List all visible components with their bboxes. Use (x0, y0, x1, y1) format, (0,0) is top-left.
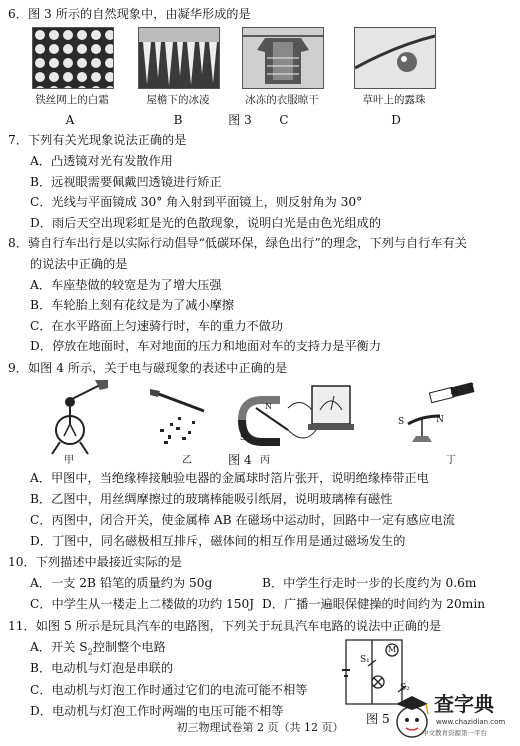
photo-frozen-clothes (242, 27, 324, 89)
watermark-sub: 中文教育资源第一平台 (422, 729, 487, 737)
q10-option-c: C．中学生从一楼走上二楼做的功约 150J (30, 597, 255, 611)
caption-b: 屋檐下的冰凌 (146, 94, 210, 106)
caption-d: 草叶上的露珠 (362, 94, 426, 106)
q11-option-d: D．电动机与灯泡工作时两端的电压可能不相等 (30, 704, 284, 718)
q8-option-d: D．停放在地面时，车对地面的压力和地面对车的支持力是平衡力 (30, 339, 382, 353)
magnet-label-s3: S (398, 417, 405, 427)
letter-b: B (173, 113, 183, 127)
q7-option-d: D．雨后天空出现彩虹是光的色散现象，说明白光是由色光组成的 (30, 216, 382, 230)
q9-stem: 9．如图 4 所示，关于电与磁现象的表述中正确的是 (8, 361, 288, 375)
fig-label-yi: 乙 (182, 455, 192, 466)
q8-stem-line1: 8．骑自行车出行是以实际行动倡导“低碳环保，绿色出行”的理念，下列与自行车有关 (8, 236, 467, 250)
q10-option-a: A．一支 2B 铅笔的质量约为 50g (30, 576, 213, 590)
photo-icicles (138, 27, 220, 89)
q11-stem: 11．如图 5 所示是玩具汽车的电路图，下列关于玩具汽车电路的说法中正确的是 (8, 619, 442, 633)
q9-option-c: C．丙图中，闭合开关，使金属棒 AB 在磁场中运动时，回路中一定有感应电流 (30, 513, 455, 527)
switch-s2-label: S₂ (400, 683, 410, 693)
letter-c: C (279, 113, 289, 127)
fig-label-ding: 丁 (446, 455, 456, 466)
figure4-label: 图 4 (228, 453, 252, 467)
q11-option-c: C．电动机与灯泡工作时通过它们的电流可能不相等 (30, 683, 308, 697)
motor-symbol-label: M (388, 645, 397, 654)
letter-a: A (65, 113, 75, 127)
q10-stem: 10．下列描述中最接近实际的是 (8, 555, 182, 569)
figure4-rod-paper (148, 385, 218, 455)
q10-option-b: B．中学生行走时一步的长度约为 0.6m (262, 576, 477, 590)
page-footer: 初三物理试卷第 2 页（共 12 页） (176, 721, 344, 734)
q7-stem: 7．下列有关光现象说法正确的是 (8, 133, 187, 147)
q9-option-a: A．甲图中，当绝缘棒接触验电器的金属球时箔片张开，说明绝缘棒带正电 (30, 471, 429, 485)
q11-option-a: A．开关 $S_2$控制整个电路 (30, 640, 166, 657)
figure4-induction (234, 380, 364, 454)
q7-option-b: B．远视眼需要佩戴凹透镜进行矫正 (30, 175, 222, 189)
q8-option-c: C．在水平路面上匀速骑行时，车的重力不做功 (30, 319, 284, 333)
caption-a: 铁丝网上的白霜 (35, 94, 109, 106)
q7-option-c: C．光线与平面镜成 30° 角入射到平面镜上，则反射角为 30° (30, 195, 363, 209)
q10-option-d: D．广播一遍眼保健操的时间约为 20min (262, 597, 486, 611)
watermark-brand: 查字典 (434, 692, 494, 716)
magnet-label-n: N (265, 402, 272, 411)
q9-option-b: B．乙图中，用丝绸摩擦过的玻璃棒能吸引纸屑，说明玻璃棒有磁性 (30, 492, 393, 506)
watermark-url: www.chazidian.com (436, 718, 506, 726)
figure3-label: 图 3 (228, 113, 252, 127)
switch-s1-label: S₁ (360, 655, 370, 665)
figure4-electroscope (40, 378, 110, 458)
figure5-label: 图 5 (366, 712, 390, 726)
magnet-label-n2: N (450, 387, 458, 397)
fig-label-bing: 丙 (260, 455, 270, 466)
q6-stem: 6．图 3 所示的自然现象中，由凝华形成的是 (8, 7, 251, 21)
q11-option-b: B．电动机与灯泡是串联的 (30, 661, 174, 675)
caption-c: 冰冻的衣服晾干 (245, 94, 319, 106)
chazidian-watermark-logo (392, 683, 516, 742)
q9-option-d: D．丁图中，同名磁极相互排斥，磁体间的相互作用是通过磁场发生的 (30, 534, 406, 548)
q7-option-a: A．凸透镜对光有发散作用 (30, 154, 173, 168)
photo-dewdrop (354, 27, 436, 89)
magnet-label-s: S (240, 433, 246, 442)
magnet-label-s2: S (468, 383, 475, 393)
fig-label-jia: 甲 (64, 455, 74, 466)
letter-d: D (391, 113, 401, 127)
q8-option-a: A．车座垫做的较宽是为了增大压强 (30, 278, 222, 292)
q8-stem-line2: 的说法中正确的是 (30, 257, 128, 271)
magnet-label-n3: N (436, 415, 444, 425)
q8-option-b: B．车轮胎上刻有花纹是为了减小摩擦 (30, 298, 234, 312)
photo-frost-on-wire (32, 27, 114, 89)
